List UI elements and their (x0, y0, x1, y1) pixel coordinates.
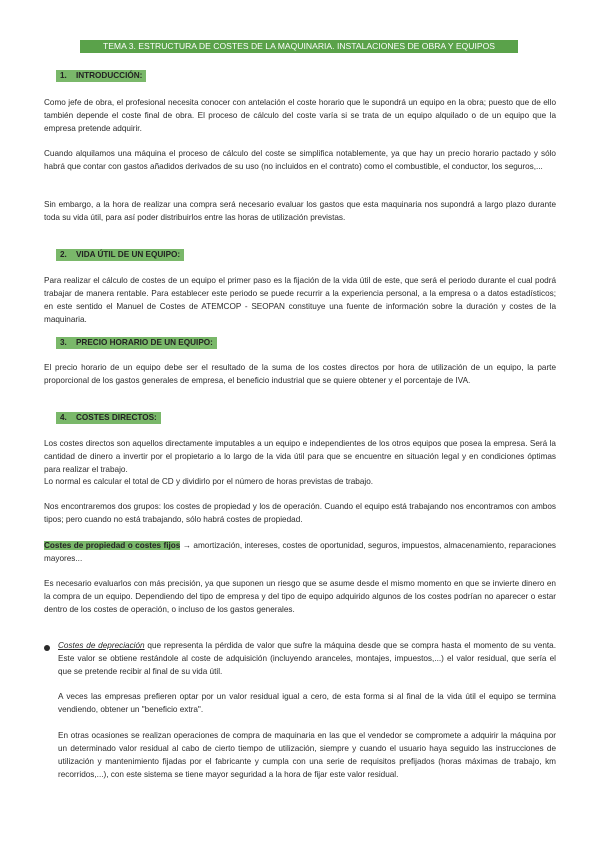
section-title: INTRODUCCIÓN: (75, 71, 143, 80)
costes-depreciacion-text: que representa la pérdida de valor que sufre la máquina desde que se compra hasta el momento de su venta. Este valor se obtiene restándole al coste de adquisición (incluyendo aranceles, montajes, impuestos,...) el valor residual, que sería el que se pretende recibir al final de su vida útil. (58, 641, 556, 676)
paragraph-directos-1: Los costes directos son aquellos directamente imputables a un equipo e independientes de los otros equipos que posea la empresa. Será la cantidad de dinero a invertir por el propietario a lo largo de la vida útil para que se encuentre en situación legal y en condiciones óptimas para realizar el trabajo. (44, 439, 556, 474)
section-heading-vida-util (56, 249, 184, 261)
section-title: VIDA ÚTIL DE UN EQUIPO: (75, 250, 181, 259)
paragraph-otras-ocasiones: En otras ocasiones se realizan operaciones de compra de maquinaria en las que el vendedor se compromete a adquirir la máquina por un determinado valor residual al cabo de cierto tiempo de utilización, siempre y cuando el usuario haya seguido las instrucciones de utilización y mantenimiento fijadas por el fabricante y cumpla con una serie de requisitos prefijados (horas máximas de trabajo, km recorridos,...), con este sistema se tiene mayor seguridad a la hora de fijar este valor residual. (58, 731, 556, 779)
paragraph-intro-3: Sin embargo, a la hora de realizar una compra será necesario evaluar los gastos que esta maquinaria nos supondrá a largo plazo durante toda su vida útil, para así poder distribuirlos entre las horas de utilización previstas. (44, 200, 556, 222)
paragraph-directos-3: Nos encontraremos dos grupos: los costes de propiedad y los de operación. Cuando el equipo está trabajando nos encontramos con ambos tipos; pero cuando no está trabajando, sólo habrá costes de propiedad. (44, 502, 556, 524)
paragraph-evaluar: Es necesario evaluarlos con más precisión, ya que suponen un riesgo que se asume desde el mismo momento en que se invierte dinero en la compra de un equipo. Dependiendo del tipo de empresa y del tipo de equipo adquirido algunos de los costes podrían no aparecer o estar dentro de los costes de operación, o incluso de los gastos generales. (44, 579, 556, 614)
section-title: PRECIO HORARIO DE UN EQUIPO: (75, 338, 213, 347)
section-number: 3. (60, 338, 67, 347)
costes-propiedad-label: Costes de propiedad o costes fijos (44, 541, 181, 550)
paragraph-depreciacion (58, 640, 556, 679)
paragraph-vida-util: Para realizar el cálculo de costes de un equipo el primer paso es la fijación de la vida útil de este, que será el periodo durante el cual podrá trabajar de manera rentable. Para establecer este periodo se puede recurrir a la experiencia personal, a la empresa o a datos estadísticos; en este sentido el Manuel de Costes de ATEMCOP - SEOPAN constituye una fuente de información sobre la duración y costes de la maquinaria. (44, 276, 556, 324)
section-number: 2. (60, 250, 67, 259)
page-title: TEMA 3. ESTRUCTURA DE COSTES DE LA MAQUINARIA. INSTALACIONES DE OBRA Y EQUIPOS (80, 40, 518, 53)
paragraph-intro-2: Cuando alquilamos una máquina el proceso de cálculo del coste se simplifica notablemente, ya que hay un precio horario pactado y sólo habrá que contar con gastos añadidos derivados de su uso (no incluidos en el contrato) como el combustible, el conductor, los seguros,... (44, 149, 556, 171)
paragraph-costes-propiedad (44, 540, 556, 566)
section-heading-precio-horario (56, 337, 217, 349)
section-title: COSTES DIRECTOS: (75, 413, 157, 422)
section-number: 1. (60, 71, 67, 80)
section-heading-introduccion (56, 70, 146, 82)
paragraph-residual: A veces las empresas prefieren optar por un valor residual igual a cero, de esta forma si al final de la vida útil el equipo se termina vendiendo, obtener un "beneficio extra". (58, 692, 556, 714)
paragraph-intro-1: Como jefe de obra, el profesional necesita conocer con antelación el coste horario que le supondrá un equipo en la obra; puesto que de ello también depende el coste final de obra. El proceso de cálculo del coste varía si se trata de un equipo alquilado o de un equipo que la empresa pretende adquirir. (44, 98, 556, 133)
costes-propiedad-text: → amortización, intereses, costes de oportunidad, seguros, impuestos, almacenamiento, reparaciones mayores... (44, 541, 557, 563)
section-number: 4. (60, 413, 67, 422)
section-heading-costes-directos (56, 412, 161, 424)
costes-depreciacion-label: Costes de depreciación (58, 641, 145, 650)
paragraph-directos-2: Lo normal es calcular el total de CD y dividirlo por el número de horas previstas de trabajo. (44, 477, 374, 486)
bullet-icon (44, 645, 50, 651)
paragraph-precio-horario: El precio horario de un equipo debe ser el resultado de la suma de los costes directos por hora de utilización de un equipo, la parte proporcional de los gastos generales de empresa, el beneficio industrial que se quiere obtener y el porcentaje de IVA. (44, 363, 556, 385)
